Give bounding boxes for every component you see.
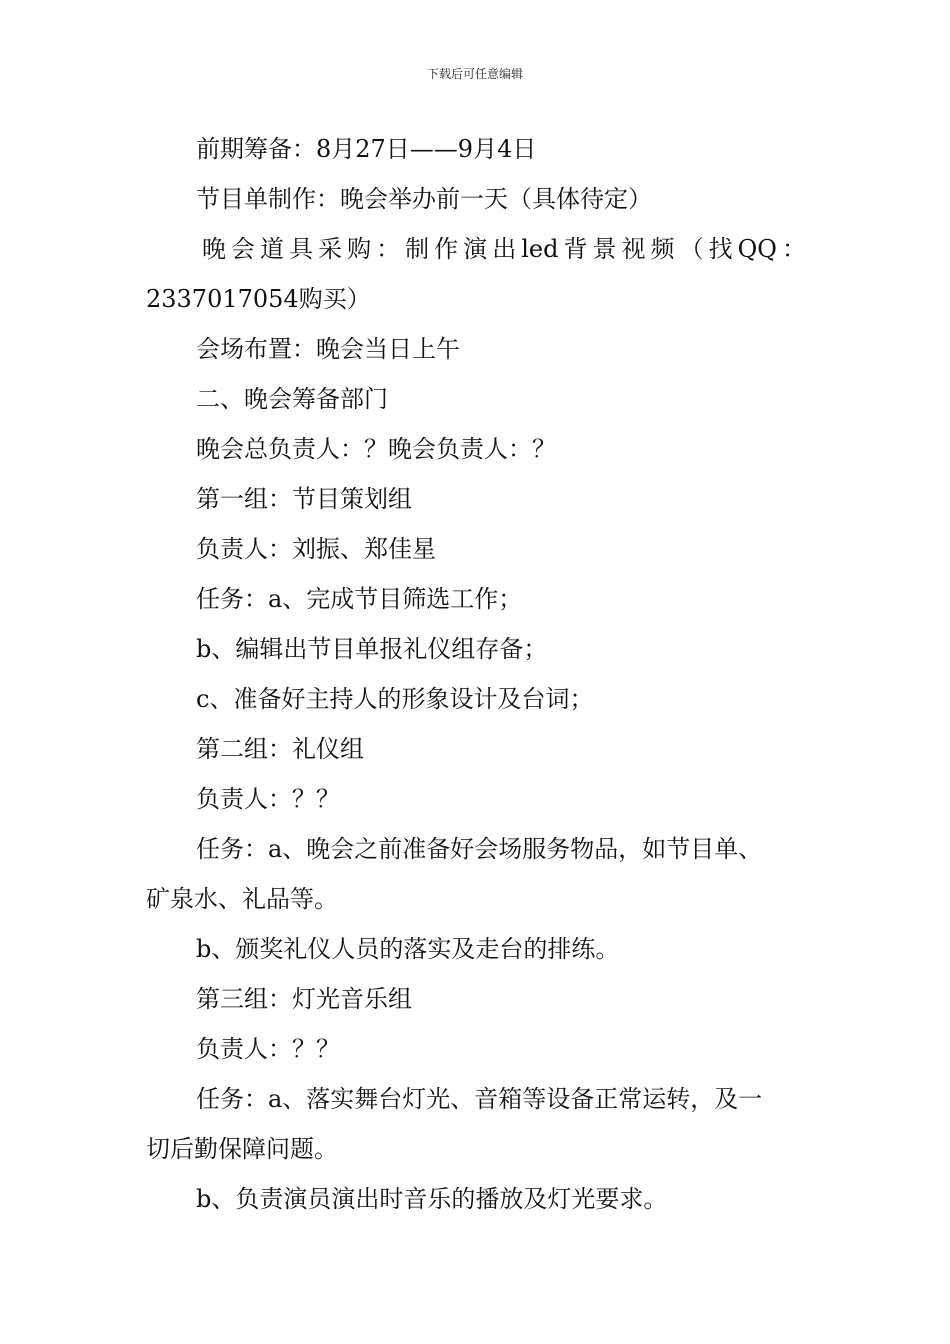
text-line: 会场布置：晚会当日上午	[196, 335, 460, 363]
text-line: 负责人：刘振、郑佳星	[196, 535, 436, 563]
text-line: 任务：a、完成节目筛选工作；	[196, 585, 523, 613]
text-line: 任务：a、晚会之前准备好会场服务物品，如节目单、	[196, 835, 763, 863]
text-line: 第二组：礼仪组	[196, 735, 364, 763]
text-line: b、颁奖礼仪人员的落实及走台的排练。	[196, 935, 620, 963]
page-header: 下载后可任意编辑	[426, 67, 523, 81]
text-line: 任务：a、落实舞台灯光、音箱等设备正常运转，及一	[196, 1085, 763, 1113]
text-line: b、编辑出节目单报礼仪组存备；	[196, 635, 548, 663]
text-line: 晚会道具采购：制作演出led背景视频（找QQ：	[202, 235, 806, 263]
text-line: 矿泉水、礼品等。	[146, 885, 338, 913]
text-line: 切后勤保障问题。	[146, 1135, 338, 1163]
document-body	[146, 124, 806, 1224]
text-line: 第一组：节目策划组	[196, 485, 412, 513]
text-line: b、负责演员演出时音乐的播放及灯光要求。	[196, 1185, 668, 1213]
text-line: 第三组：灯光音乐组	[196, 985, 412, 1013]
text-line: 前期筹备：8月27日——9月4日	[196, 135, 537, 163]
text-line: 节目单制作：晚会举办前一天（具体待定）	[196, 185, 652, 213]
text-line: 负责人：？？	[196, 785, 340, 813]
text-line: c、准备好主持人的形象设计及台词；	[196, 685, 594, 713]
text-line: 二、晚会筹备部门	[196, 385, 388, 413]
text-line: 晚会总负责人：？晚会负责人：？	[196, 435, 556, 463]
text-line: 负责人：？？	[196, 1035, 340, 1063]
text-line: 2337017054购买）	[146, 285, 371, 313]
